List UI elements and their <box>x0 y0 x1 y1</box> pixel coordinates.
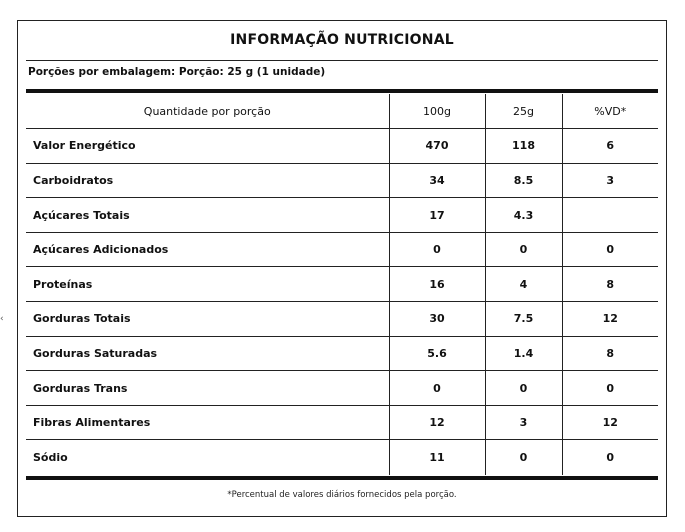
nutrient-name: Gorduras Totais <box>26 302 389 337</box>
value-vd: 0 <box>562 232 658 267</box>
table-row <box>26 198 658 233</box>
table-row <box>26 232 658 267</box>
nutrient-name: Fibras Alimentares <box>26 405 389 440</box>
table-row <box>26 129 658 164</box>
value-100g: 12 <box>389 405 485 440</box>
footnote: *Percentual de valores diários fornecidos pela porção. <box>227 490 457 500</box>
table-header-row <box>26 94 658 129</box>
value-vd: 6 <box>562 129 658 164</box>
footer-thick-rule <box>26 476 658 480</box>
value-vd: 8 <box>562 267 658 302</box>
value-25g: 0 <box>485 232 562 267</box>
header-vd: %VD* <box>562 94 658 129</box>
value-25g: 0 <box>485 371 562 406</box>
table-row <box>26 440 658 475</box>
servings-text: Porções por embalagem: Porção: 25 g (1 unidade) <box>28 66 326 78</box>
nutrient-name: Açúcares Adicionados <box>26 232 389 267</box>
table-row <box>26 371 658 406</box>
value-100g: 5.6 <box>389 336 485 371</box>
label-title: INFORMAÇÃO NUTRICIONAL <box>230 32 454 48</box>
header-100g: 100g <box>389 94 485 129</box>
value-100g: 0 <box>389 371 485 406</box>
table-row <box>26 302 658 337</box>
value-100g: 16 <box>389 267 485 302</box>
edge-mark: ‹ <box>0 314 4 324</box>
value-vd: 3 <box>562 163 658 198</box>
value-25g: 4.3 <box>485 198 562 233</box>
value-100g: 0 <box>389 232 485 267</box>
value-100g: 11 <box>389 440 485 475</box>
value-vd: 0 <box>562 371 658 406</box>
table-row <box>26 336 658 371</box>
nutrient-name: Gorduras Trans <box>26 371 389 406</box>
value-100g: 470 <box>389 129 485 164</box>
value-25g: 0 <box>485 440 562 475</box>
nutrition-table <box>26 94 658 475</box>
nutrient-name: Açúcares Totais <box>26 198 389 233</box>
header-quantity: Quantidade por porção <box>26 94 389 129</box>
value-vd: 12 <box>562 302 658 337</box>
value-25g: 3 <box>485 405 562 440</box>
value-vd: 0 <box>562 440 658 475</box>
nutrient-name: Valor Energético <box>26 129 389 164</box>
value-25g: 7.5 <box>485 302 562 337</box>
table-row <box>26 267 658 302</box>
nutrient-name: Sódio <box>33 450 68 464</box>
nutrition-label <box>17 20 667 517</box>
nutrient-name: Carboidratos <box>26 163 389 198</box>
title-divider <box>26 60 658 61</box>
value-vd: 12 <box>562 405 658 440</box>
table-row <box>26 405 658 440</box>
value-100g: 30 <box>389 302 485 337</box>
nutrient-name: Proteínas <box>26 267 389 302</box>
header-thick-rule <box>26 89 658 93</box>
value-vd <box>562 198 658 233</box>
table-row <box>26 163 658 198</box>
value-25g: 8.5 <box>485 163 562 198</box>
value-25g: 4 <box>485 267 562 302</box>
nutrient-name: Gorduras Saturadas <box>26 336 389 371</box>
value-vd: 8 <box>562 336 658 371</box>
value-25g: 1.4 <box>485 336 562 371</box>
value-25g: 118 <box>485 129 562 164</box>
value-100g: 17 <box>389 198 485 233</box>
value-100g: 34 <box>389 163 485 198</box>
header-25g: 25g <box>485 94 562 129</box>
